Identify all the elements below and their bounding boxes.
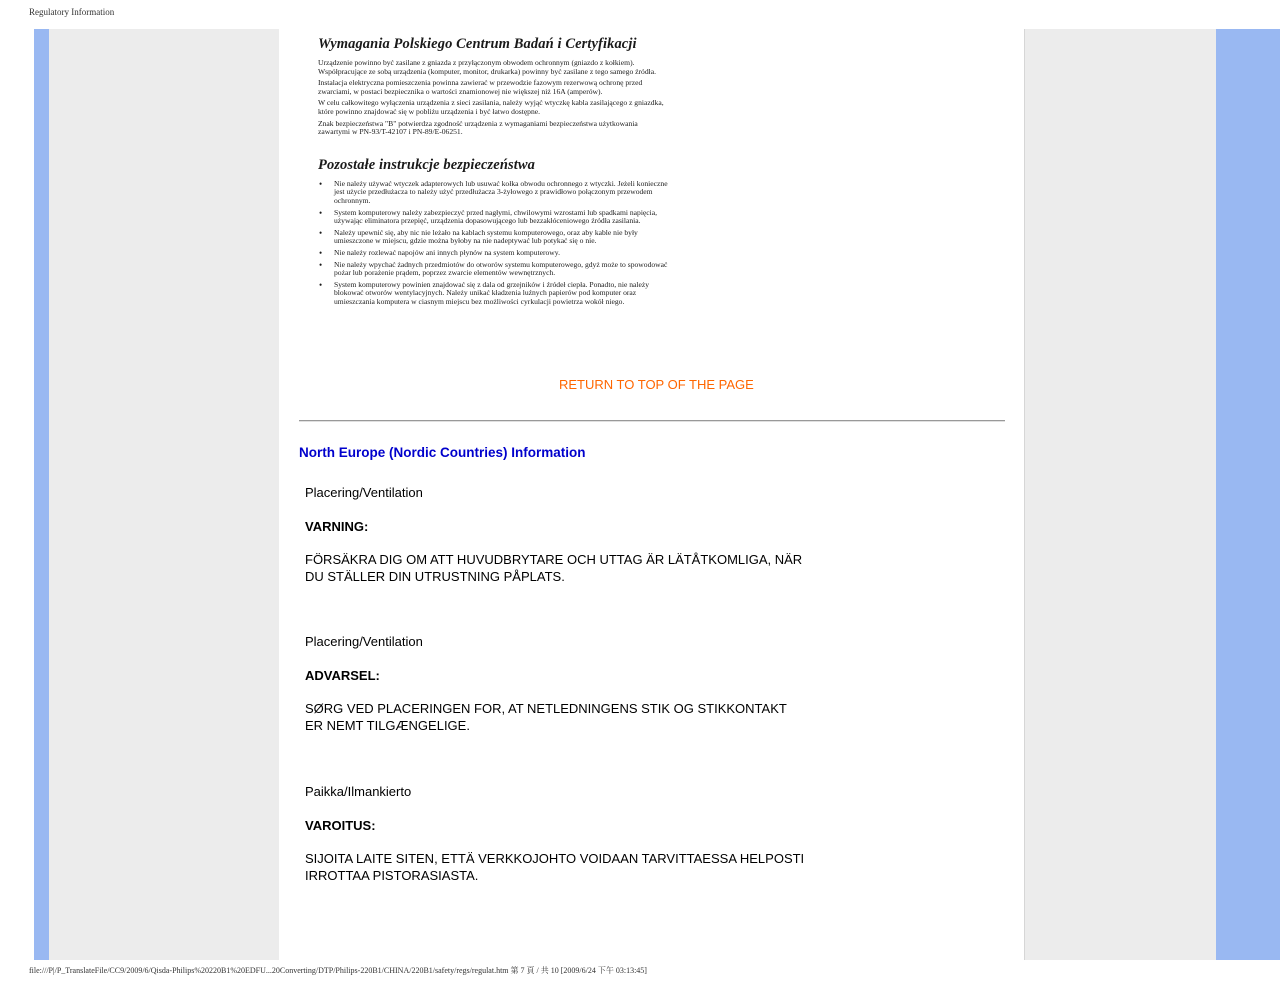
polish-safety-list — [318, 180, 668, 307]
polish-paragraph: W celu całkowitego wyłączenia urządzenia z sieci zasilania, należy wyjąć wtyczkę kabla zasilającego z gniazdka, które powinno znajdować się w pobliżu urządzenia i być łatwo dostępne. — [318, 98, 664, 116]
right-border-bar — [1216, 29, 1280, 960]
warning-text-line: SIJOITA LAITE SITEN, ETTÄ VERKKOJOHTO VOIDAAN TARVITTAESSA HELPOSTI — [305, 851, 805, 866]
warning-text-line: ER NEMT TILGÆNGELIGE. — [305, 717, 470, 733]
block-heading: Placering/Ventilation — [305, 485, 423, 500]
block-heading: Paikka/Ilmankierto — [305, 784, 412, 799]
list-item: • System komputerowy należy zabezpieczyć przed nagłymi, chwilowymi wzrostami lub spadkami napięcia, używając eliminatora przepięć, urządzenia dopasowującego lub bezzakłóceniowego źródła zasilania. — [334, 209, 668, 226]
nordic-section-title: North Europe (Nordic Countries) Information — [299, 445, 586, 460]
list-item: • Nie należy rozlewać napojów ani innych płynów na system komputerowy. — [334, 249, 668, 258]
warning-label: ADVARSEL: — [305, 667, 380, 683]
block-heading: Placering/Ventilation — [305, 634, 423, 649]
danish-warning-block — [305, 634, 845, 734]
return-to-top-link[interactable]: RETURN TO TOP OF THE PAGE — [559, 377, 754, 392]
print-footer: file:///P|/P_TranslateFile/CC9/2009/6/Qisda-Philips%20220B1%20EDFU...20Converting/DTP/Philips-220B1/CHINA/220B1/safety/regs/regulat.htm 第 7 頁 / 共 10 [2009/6/24 下午 03:13:45] — [29, 966, 647, 975]
finnish-warning-block — [305, 784, 845, 884]
warning-text-line: FÖRSÄKRA DIG OM ATT HUVUDBRYTARE OCH UTTAG ÄR LÄTÅTKOMLIGA, NÄR — [305, 552, 803, 567]
warning-text-line: SØRG VED PLACERINGEN FOR, AT NETLEDNINGENS STIK OG STIKKONTAKT — [305, 701, 787, 716]
list-item: • Należy upewnić się, aby nic nie leżało na kablach systemu komputerowego, oraz aby kable nie były umieszczone w miejscu, gdzie można byłoby na nie nadeptywać lub potykać się o nie. — [334, 229, 668, 246]
warning-text-line: DU STÄLLER DIN UTRUSTNING PÅPLATS. — [305, 568, 565, 584]
polish-paragraph: Instalacja elektryczna pomieszczenia powinna zawierać w przewodzie fazowym rezerwową ochronę przed zwarciami, w postaci bezpiecznika o wartości znamionowej nie większej niż 16A (amperów). — [318, 78, 643, 96]
right-sidebar — [1024, 29, 1216, 960]
left-sidebar — [49, 29, 279, 960]
print-header: Regulatory Information — [29, 7, 115, 17]
list-item: • System komputerowy powinien znajdować się z dala od grzejników i źródeł ciepła. Ponadto, nie należy blokować otworów wentylacyjnych. Należy unikać kładzenia luźnych papierów pod komputer oraz umieszczania komputera w ciasnym miejscu bez możliwości cyrkulacji powietrza wokół niego. — [334, 281, 668, 307]
polish-requirements-title: Wymagania Polskiego Centrum Badań i Certyfikacji — [318, 36, 637, 52]
polish-paragraph: Urządzenie powinno być zasilane z gniazda z przyłączonym obwodem ochronnym (gniazdo z kołkiem). Współpracujące ze sobą urządzenia (komputer, monitor, drukarka) powinny być zasilane z tego samego źródła. — [318, 58, 657, 76]
warning-label: VARNING: — [305, 518, 369, 534]
list-item: • Nie należy używać wtyczek adapterowych lub usuwać kołka obwodu ochronnego z wtyczki. Jeżeli konieczne jest użycie przedłużacza to należy użyć przedłużacza 3-żyłowego z prawidłowo połączonym przewodem ochronnym. — [334, 180, 668, 206]
swedish-warning-block — [305, 485, 845, 585]
warning-label: VAROITUS: — [305, 817, 376, 833]
polish-certification-scan — [318, 36, 668, 309]
polish-safety-title: Pozostałe instrukcje bezpieczeństwa — [318, 156, 535, 173]
list-item: • Nie należy wpychać żadnych przedmiotów do otworów systemu komputerowego, gdyż może to spowodować pożar lub porażenie prądem, poprzez zwarcie elementów wewnętrznych. — [334, 261, 668, 278]
section-divider — [299, 420, 1005, 422]
warning-text-line: IRROTTAA PISTORASIASTA. — [305, 867, 479, 883]
left-border-bar — [34, 29, 49, 960]
polish-paragraph: Znak bezpieczeństwa "B" potwierdza zgodność urządzenia z wymaganiami bezpieczeństwa użytkowania zawartymi w PN-93/T-42107 i PN-89/E-06251. — [318, 118, 638, 137]
